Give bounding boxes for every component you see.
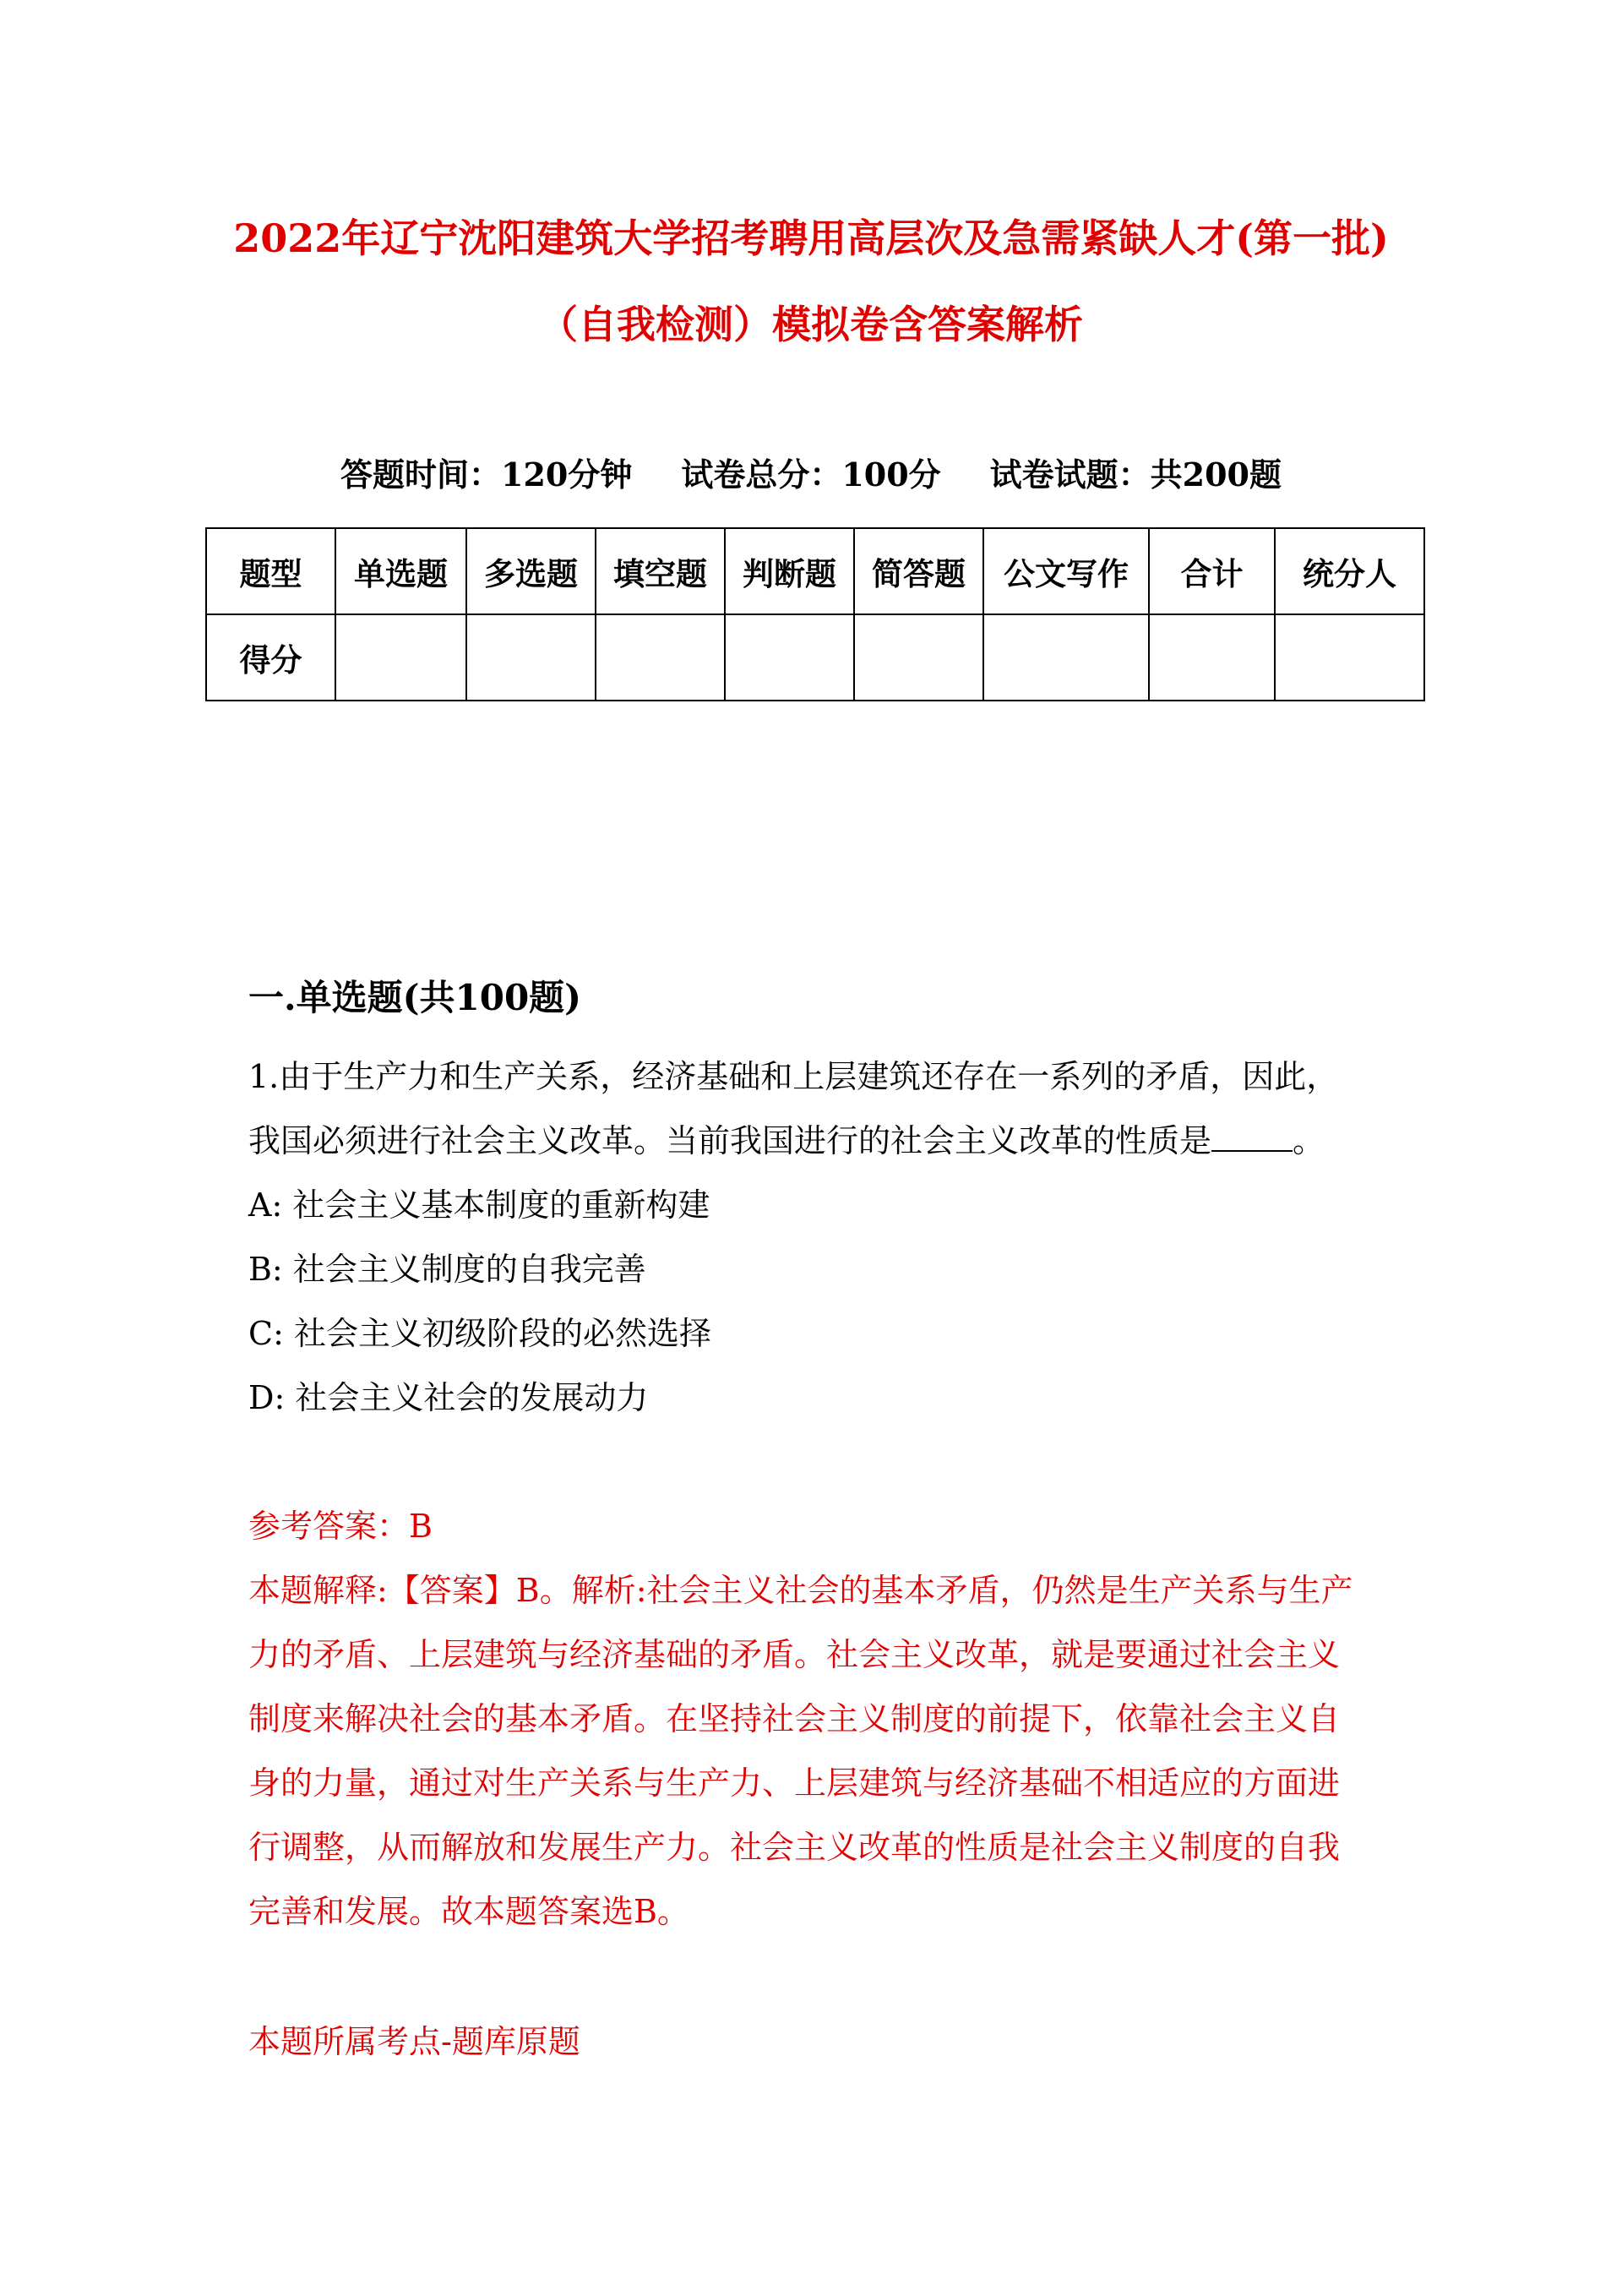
question-options (248, 1173, 1397, 1430)
score-table-header-cell: 判断题 (725, 528, 854, 614)
score-cell (466, 614, 596, 701)
score-table-header-cell: 公文写作 (983, 528, 1149, 614)
score-table (205, 527, 1425, 701)
explanation-line: 身的力量，通过对生产关系与生产力、上层建筑与经济基础不相适应的方面进 (248, 1764, 1341, 1802)
question-stem (248, 1044, 1397, 1173)
exam-meta-row (0, 454, 1622, 496)
score-cell (596, 614, 725, 701)
explanation-line: 行调整，从而解放和发展生产力。社会主义改革的性质是社会主义制度的自我 (248, 1829, 1341, 1866)
question-stem-line-2 (248, 1109, 1397, 1173)
section-heading: 一.单选题(共100题) (248, 977, 582, 1018)
score-cell (335, 614, 466, 701)
score-table-header-cell: 合计 (1149, 528, 1275, 614)
exam-total-score: 试卷总分：100分 (681, 455, 941, 494)
score-cell (1275, 614, 1424, 701)
score-cell (725, 614, 854, 701)
exam-question-count: 试卷试题：共200题 (989, 455, 1282, 494)
explanation-line: 本题解释:【答案】B。解析:社会主义社会的基本矛盾，仍然是生产关系与生产 (248, 1572, 1353, 1609)
option-b: B: 社会主义制度的自我完善 (248, 1251, 646, 1288)
explanation-line: 完善和发展。故本题答案选B。 (248, 1893, 689, 1930)
score-cell (1149, 614, 1275, 701)
score-table-header-cell: 题型 (206, 528, 335, 614)
score-table-header-cell: 统分人 (1275, 528, 1424, 614)
exam-time: 答题时间：120分钟 (340, 455, 633, 494)
answer-blank (1211, 1121, 1293, 1152)
score-table-header-cell: 多选题 (466, 528, 596, 614)
document-title-line-1: 2022年辽宁沈阳建筑大学招考聘用高层次及急需紧缺人才(第一批) (233, 215, 1389, 261)
score-table-score-row (206, 614, 1424, 701)
knowledge-point: 本题所属考点-题库原题 (248, 2023, 580, 2060)
document-title-line-2: （自我检测）模拟卷含答案解析 (539, 302, 1083, 347)
reference-answer: 参考答案：B (248, 1508, 433, 1545)
explanation-line: 力的矛盾、上层建筑与经济基础的矛盾。社会主义改革，就是要通过社会主义 (248, 1636, 1341, 1673)
score-row-label: 得分 (206, 614, 335, 701)
score-cell (854, 614, 983, 701)
explanation-line: 制度来解决社会的基本矛盾。在坚持社会主义制度的前提下，依靠社会主义自 (248, 1700, 1341, 1737)
question-stem-end: 。 (1293, 1122, 1325, 1159)
score-table-header-cell: 填空题 (596, 528, 725, 614)
question-stem-line-1: 1.由于生产力和生产关系，经济基础和上层建筑还存在一系列的矛盾，因此， (248, 1058, 1339, 1095)
option-a: A: 社会主义基本制度的重新构建 (248, 1186, 710, 1224)
score-table-header-row (206, 528, 1424, 614)
option-c: C: 社会主义初级阶段的必然选择 (248, 1315, 711, 1352)
answer-explanation (248, 1558, 1397, 1944)
question-stem-text: 我国必须进行社会主义改革。当前我国进行的社会主义改革的性质是 (248, 1122, 1212, 1159)
score-table-header-cell: 单选题 (335, 528, 466, 614)
score-cell (983, 614, 1149, 701)
score-table-header-cell: 简答题 (854, 528, 983, 614)
option-d: D: 社会主义社会的发展动力 (248, 1379, 649, 1416)
